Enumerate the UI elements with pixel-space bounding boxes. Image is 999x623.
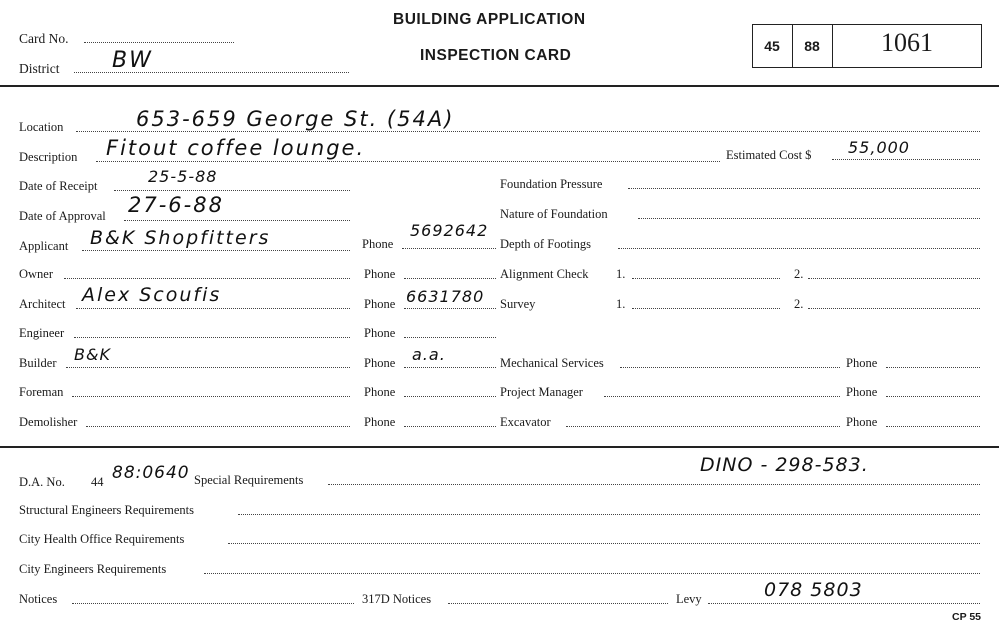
city-health-label: City Health Office Requirements — [19, 532, 185, 546]
excavator-phone-label: Phone — [846, 415, 878, 429]
excavator-phone-line — [886, 426, 980, 427]
notices-317d-label: 317D Notices — [362, 592, 432, 606]
levy-line — [708, 603, 980, 604]
builder-label: Builder — [19, 356, 57, 370]
mechanical-services-line — [620, 367, 840, 368]
structural-line — [238, 514, 980, 515]
alignment-check-line1 — [632, 278, 780, 279]
estimated-cost-value: 55,000 — [848, 138, 910, 157]
demolisher-phone-label: Phone — [364, 415, 396, 429]
card-title-line1: BUILDING APPLICATION — [393, 11, 586, 28]
owner-line — [64, 278, 350, 279]
date-of-receipt-line — [114, 190, 350, 191]
da-no-prefix: 44 — [91, 475, 104, 489]
mechanical-services-phone-label: Phone — [846, 356, 878, 370]
da-no-value: 88:0640 — [112, 463, 190, 483]
location-label: Location — [19, 120, 64, 134]
foreman-line — [72, 396, 350, 397]
reference-cell-1: 45 — [764, 38, 780, 54]
alignment-check-n1: 1. — [616, 267, 626, 281]
da-no-label: D.A. No. — [19, 475, 65, 489]
form-code: CP 55 — [952, 611, 981, 623]
depth-of-footings-line — [618, 248, 980, 249]
builder-value: B&K — [74, 345, 111, 364]
date-of-approval-line — [124, 220, 350, 221]
excavator-label: Excavator — [500, 415, 551, 429]
location-line — [76, 131, 980, 132]
survey-line2 — [808, 308, 980, 309]
engineer-phone-label: Phone — [364, 326, 396, 340]
special-requirements-value: DINO - 298-583. — [700, 454, 869, 476]
project-manager-line — [604, 396, 840, 397]
card-no-line — [84, 42, 234, 43]
owner-label: Owner — [19, 267, 54, 281]
alignment-check-n2: 2. — [794, 267, 804, 281]
excavator-line — [566, 426, 840, 427]
estimated-cost-label: Estimated Cost $ — [726, 148, 812, 162]
project-manager-label: Project Manager — [500, 385, 583, 399]
card-no-label: Card No. — [19, 31, 69, 46]
builder-phone-label: Phone — [364, 356, 396, 370]
survey-n1: 1. — [616, 297, 626, 311]
foreman-label: Foreman — [19, 385, 64, 399]
demolisher-label: Demolisher — [19, 415, 78, 429]
engineer-label: Engineer — [19, 326, 65, 340]
alignment-check-line2 — [808, 278, 980, 279]
engineer-phone-line — [404, 337, 496, 338]
foundation-pressure-line — [628, 188, 980, 189]
survey-label: Survey — [500, 297, 536, 311]
notices-label: Notices — [19, 592, 58, 606]
nature-of-foundation-label: Nature of Foundation — [500, 207, 608, 221]
project-manager-phone-line — [886, 396, 980, 397]
builder-phone-line — [404, 367, 496, 368]
applicant-phone-value: 5692642 — [410, 221, 489, 240]
mechanical-services-label: Mechanical Services — [500, 356, 604, 370]
district-label: District — [19, 61, 60, 76]
middle-rule — [0, 446, 999, 448]
city-health-line — [228, 543, 980, 544]
architect-phone-value: 6631780 — [406, 287, 485, 306]
applicant-label: Applicant — [19, 239, 69, 253]
estimated-cost-line — [832, 159, 980, 160]
demolisher-phone-line — [404, 426, 496, 427]
foreman-phone-label: Phone — [364, 385, 396, 399]
architect-line — [76, 308, 350, 309]
nature-of-foundation-line — [638, 218, 980, 219]
owner-phone-label: Phone — [364, 267, 396, 281]
reference-number: 1061 — [881, 28, 933, 57]
description-value: Fitout coffee lounge. — [106, 136, 366, 160]
district-value: BW — [112, 48, 153, 73]
applicant-value: B&K Shopfitters — [90, 227, 271, 249]
levy-value: 078 5803 — [764, 579, 863, 601]
owner-phone-line — [404, 278, 496, 279]
reference-cell-2: 88 — [804, 38, 820, 54]
city-engineers-line — [204, 573, 980, 574]
project-manager-phone-label: Phone — [846, 385, 878, 399]
special-requirements-line — [328, 484, 980, 485]
architect-phone-line — [404, 308, 496, 309]
alignment-check-label: Alignment Check — [500, 267, 589, 281]
engineer-line — [74, 337, 350, 338]
applicant-phone-label: Phone — [362, 237, 394, 251]
applicant-phone-line — [402, 248, 496, 249]
date-of-receipt-label: Date of Receipt — [19, 179, 98, 193]
date-of-approval-value: 27-6-88 — [128, 193, 224, 217]
demolisher-line — [86, 426, 350, 427]
structural-label: Structural Engineers Requirements — [19, 503, 194, 517]
survey-line1 — [632, 308, 780, 309]
foundation-pressure-label: Foundation Pressure — [500, 177, 603, 191]
depth-of-footings-label: Depth of Footings — [500, 237, 591, 251]
card-title-line2: INSPECTION CARD — [420, 47, 572, 64]
location-value: 653-659 George St. (54A) — [136, 107, 455, 131]
architect-phone-label: Phone — [364, 297, 396, 311]
special-requirements-label: Special Requirements — [194, 473, 304, 487]
architect-label: Architect — [19, 297, 66, 311]
architect-value: Alex Scoufis — [82, 284, 222, 306]
builder-line — [66, 367, 350, 368]
mechanical-services-phone-line — [886, 367, 980, 368]
notices-317d-line — [448, 603, 668, 604]
builder-phone-value: a.a. — [412, 345, 446, 364]
notices-line — [72, 603, 354, 604]
date-of-receipt-value: 25-5-88 — [148, 167, 218, 186]
city-engineers-label: City Engineers Requirements — [19, 562, 167, 576]
applicant-line — [82, 250, 350, 251]
description-label: Description — [19, 150, 78, 164]
top-rule — [0, 85, 999, 87]
date-of-approval-label: Date of Approval — [19, 209, 106, 223]
levy-label: Levy — [676, 592, 702, 606]
survey-n2: 2. — [794, 297, 804, 311]
description-line — [96, 161, 720, 162]
foreman-phone-line — [404, 396, 496, 397]
